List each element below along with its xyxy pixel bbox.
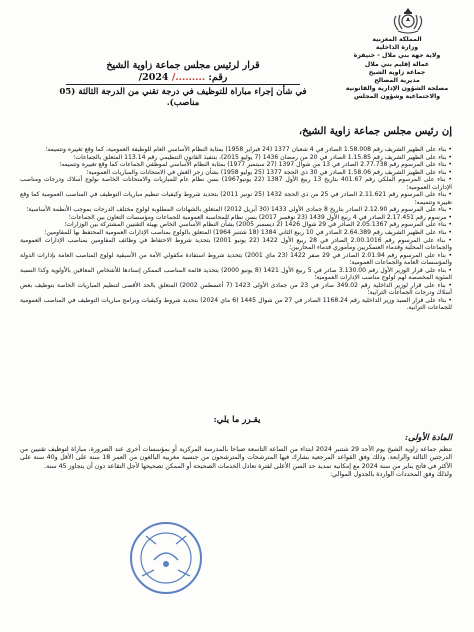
consideration-item: • بناء على المرسوم رقم 2.11.621 الصادر في 25 من ذي الحجة 1432 (25 نونبر 2011) بتحديد شروط وكيفيات تنظيم مباريات التوظيف في المناصب العمومية كما وقع تغييره وتتميمه؛ [20, 191, 452, 206]
decision-number-prefix: رقم: [208, 72, 228, 83]
official-stamp [128, 520, 204, 596]
royal-emblem-icon [388, 6, 428, 34]
article-one-title: المادة الأولى: [404, 432, 452, 442]
consideration-item: • بناء على الظهير الشريف رقم 2.64.389 الصادر في 10 ربيع الثاني 1384 (18 شتنبر 1964) المتعلق بالولوج بمناصب الإدارات العمومية المحتفظ بها للمقاومين؛ [20, 229, 452, 237]
consideration-item: • بناء على المرسوم رقم 2.05.1367 الصادر في 29 شوال 1426 (2 ديسمبر 2005) بشأن النظام الأساسي الخاص بهيئة التقنيين المشتركة بين الوزارات؛ [20, 221, 452, 229]
consideration-item: • بناء على المرسوم رقم 2.01.94 الصادر في 29 صفر 1422 (23 ماي 2001) بتحديد شروط استفادة مكفولي الأمة من الأسبقية لولوج المناصب العامة بإدارات الدولة والمؤسسات العامة والجماعات العمومية؛ [20, 252, 452, 267]
consideration-item: • مرسوم رقم 2.17.451 الصادر في 4 ربيع الأول 1439 (23 نوفمبر 2017) بسن نظام للمحاسبة العمومية للجماعات ومؤسسات التعاون بين الجماعات؛ [20, 214, 452, 222]
article-one-body [20, 446, 452, 479]
decision-number [58, 72, 308, 84]
consideration-item: • بناء على الظهير الشريف رقم 1.15.85 الصادر في 20 من رمضان 1436 (7 يوليو 2015)، بتنفيذ القانون التنظيمي رقم 113.14 المتعلق بالجماعات؛ [20, 154, 452, 162]
article-paragraph: تنظم جماعة زاوية الشيخ يوم الأحد 29 شتنبر 2024 ابتداء من الساعة التاسعة صباحا بالمدرسة المركزية أو بمؤسسات أخرى عند الضرورة، مباراة لتوظيف تقنيين من الدرجتين الثالثة والرابعة. وذلك وفق القواعد المرجعية بشارك فيها المترشحات والمترشحون من جنسية مغربية البالغون من العمر 18 سنة على الأقل و40 سنة على الأكثر في فاتح يناير من سنة 2024 مع إمكانية تمديد حد السن الأعلى لفترة تعادل الخدمات الصحيحة أو الممكن تصحيحها لأجل التقاعد دون أن يتجاوز 45 سنة. [20, 446, 452, 470]
decision-subject: في شأن إجراء مباراة للتوظيف في درجة تقني من الدرجة الثالثة (05 مناصب). [59, 87, 307, 108]
consideration-item: • بناء على الظهير الشريف رقم 1.58.008 الصادر في 4 شعبان 1377 (24 فبراير 1958) بمثابة النظام الأساسي العام للوظيفة العمومية، كما وقع تغييره وتتميمه؛ [20, 146, 452, 154]
consideration-item: • بناء على قرار السيد وزير الداخلية رقم 1168.24 الصادر في 27 من شوال 1445 (6 ماي 2024) بتحديد شروط وكيفيات وبرامج مباريات التوظيف في المناصب العمومية للجماعات الترابية. [20, 297, 452, 312]
consideration-item: • بناء على المرسوم رقم 2.00.1016 الصادر في 28 ربيع الأول 1422 (22 يونيو 2001) بتحديد شروط الاحتفاظ في وظائف المقاومين بمناصب الإدارات العمومية والجماعات المحلية وقدماء العسكريين ومأموري قدماء المحاربين؛ [20, 237, 452, 252]
president-heading: إن رئيس مجلس جماعة زاوية الشيخ، [298, 126, 452, 137]
consideration-item: • بناء على المرسوم رقم 2.12.90 الصادر بتاريخ 8 جمادى الأولى 1433 (30 أبريل 2012) المتعلق بالشهادات المطلوبة لولوج مختلف الدرجات بموجب الأنظمة الأساسية؛ [20, 206, 452, 214]
consideration-item: • بناء على المرسوم الملكي رقم 401.67 بتاريخ 13 ربيع الأول 1387 (22 يونيو1967) بسن نظام عام للمباريات والامتحانات الخاصة بولوج أسلاك ودرجات ومناصب الإدارات العمومية؛ [20, 176, 452, 191]
consideration-item: • بناء على قرار لوزير الداخلية رقم 349.02 صادر في 23 من جمادى الأولى 1423 (7 أغسطس 2002) المتعلق بالحد الأقصى لتنظيم المباريات الخاصة بتوظيف بعض أسلاك ودرجات الجماعات الترابية؛ [20, 282, 452, 297]
consideration-item: • بناء على المرسوم رقم 2.77.738 الصادر في 13 من شوال 1397 (27 سبتمبر 1977) بمثابة النظام الأساسي لموظفي الجماعات كما وقع تغييره وتتميمه؛ [20, 161, 452, 169]
title-divider [66, 84, 300, 85]
decision-header [58, 60, 308, 109]
admin-line: جماعة زاوية الشيخ [368, 68, 426, 76]
decision-number-blank: ........./ [171, 72, 206, 83]
consideration-item: • بناء على الظهير الشريف رقم 1.58.06 الصادر في 30 ذي الحجة 1377 (25 يوليو 1958) بشأن زجر الغش في الامتحانات والمباريات العمومية؛ [20, 169, 452, 177]
admin-line: عمالة إقليم بني ملال [364, 60, 430, 68]
decision-title: قرار لرئيس مجلس جماعة زاوية الشيخ [106, 60, 260, 71]
issuing-administration [338, 36, 456, 102]
decision-number-year: 2024/ [138, 72, 169, 83]
article-paragraph: ولذلك وفق المحددات الواردة بالجدول الموالي: [330, 470, 452, 478]
admin-line: مديرية المصالح [374, 77, 420, 85]
consideration-item: • بناء على قرار الوزير الأول رقم 3.130.00 صادر في 5 ربيع الأول 1421 (8 يونيو 2000) بتحديد قائمة المناصب الممكن إسنادها للأشخاص المعاقين بالأولوية وكذا النسبة المئوية المخصصة لهم لولوج مناصب الإدارات العمومية؛ [20, 267, 452, 282]
considerations-list [20, 146, 452, 312]
admin-line: المملكة المغربية [372, 36, 422, 43]
admin-line: مصلحة الشؤون الإدارية والقانونية [345, 85, 449, 93]
decides-heading: يقـرر ما يلي: [213, 415, 261, 425]
admin-line: ولاية جهة بني ملال - خنيفرة [353, 52, 441, 60]
admin-line: والاجتماعية وشؤون المجلس [353, 93, 441, 101]
admin-line: وزارة الداخلية [375, 44, 419, 52]
